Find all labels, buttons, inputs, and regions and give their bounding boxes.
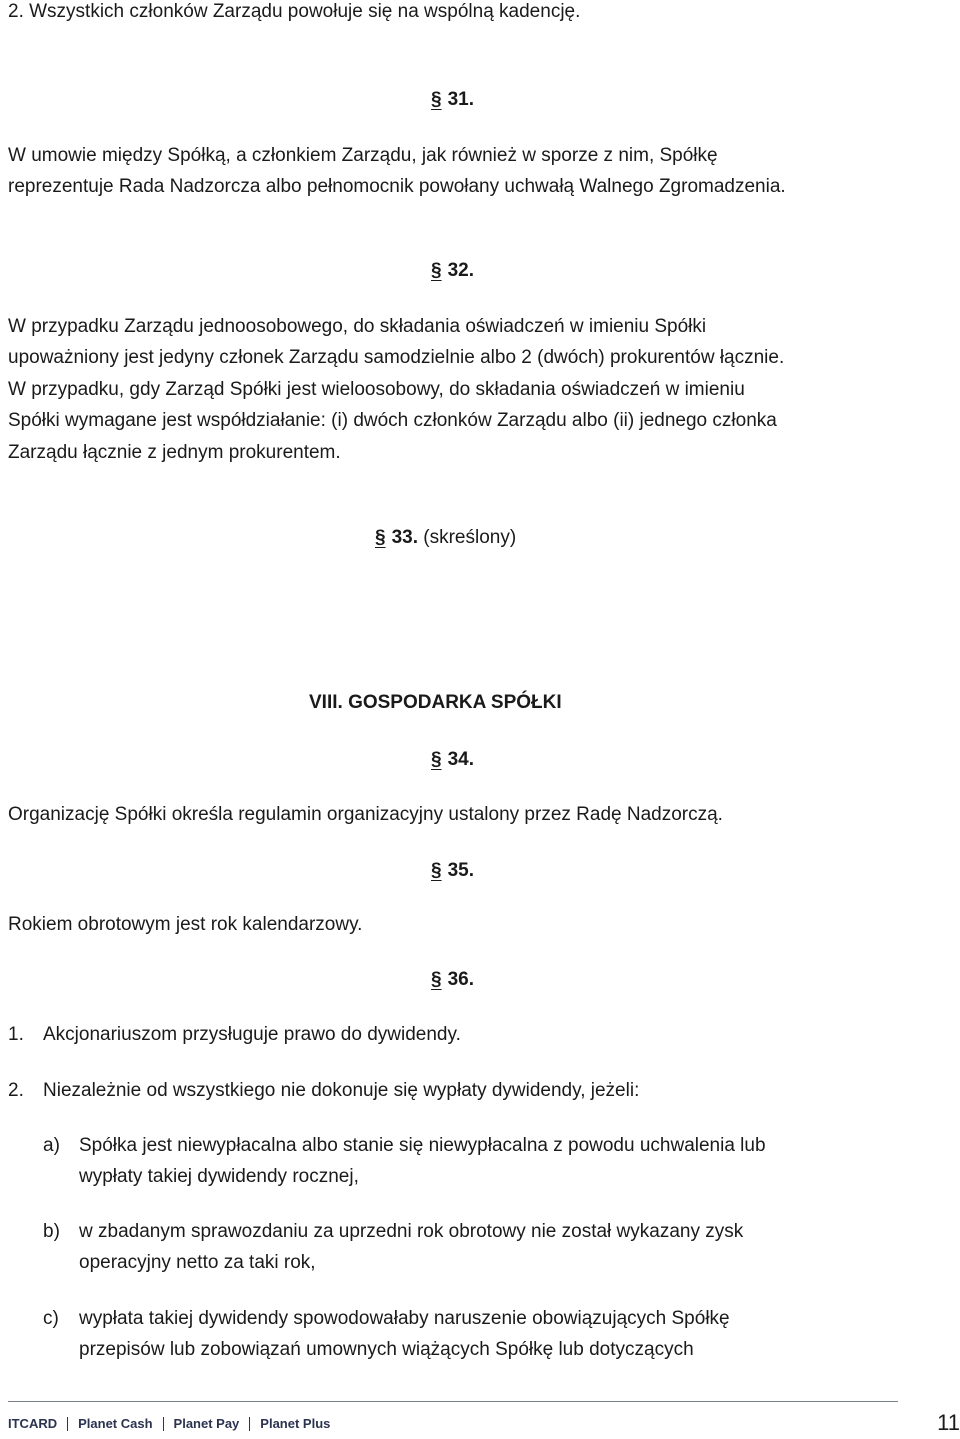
paragraph-36-1: Akcjonariuszom przysługuje prawo do dywidendy.	[43, 1024, 461, 1045]
paragraph-32-line: Spółki wymagane jest współdziałanie: (i) dwóch członków Zarządu albo (ii) jednego członka	[8, 410, 777, 431]
section-36-heading	[431, 969, 474, 991]
paragraph-35-2: 2. Wszystkich członków Zarządu powołuje się na wspólną kadencję.	[8, 1, 581, 22]
brand-separator	[163, 1417, 164, 1431]
brand-planet-plus: Planet Plus	[260, 1416, 331, 1431]
section-sign: §	[431, 89, 442, 110]
list-item-marker: c)	[43, 1308, 59, 1329]
section-33-text: (skreślony)	[423, 527, 517, 548]
list-item-line: operacyjny netto za taki rok,	[79, 1252, 316, 1273]
paragraph-36-2: Niezależnie od wszystkiego nie dokonuje się wypłaty dywidendy, jeżeli:	[43, 1080, 640, 1101]
footer-divider	[8, 1401, 898, 1402]
list-item-line: w zbadanym sprawozdaniu za uprzedni rok obrotowy nie został wykazany zysk	[79, 1221, 744, 1242]
paragraph-31-line: reprezentuje Rada Nadzorcza albo pełnomocnik powołany uchwałą Walnego Zgromadzenia.	[8, 176, 786, 197]
section-34-heading	[431, 749, 474, 771]
section-number: 36.	[447, 969, 474, 990]
section-sign: §	[431, 969, 442, 990]
section-35-heading	[431, 860, 474, 882]
item-number: 1.	[8, 1024, 24, 1045]
section-number: 35.	[447, 860, 474, 881]
list-item-line: wypłaty takiej dywidendy rocznej,	[79, 1166, 359, 1187]
section-32-heading	[431, 260, 474, 282]
paragraph-32-line: Zarządu łącznie z jednym prokurentem.	[8, 442, 341, 463]
paragraph-34: Organizację Spółki określa regulamin organizacyjny ustalony przez Radę Nadzorczą.	[8, 804, 723, 825]
section-sign: §	[375, 527, 386, 548]
section-31-heading	[431, 89, 474, 111]
section-number: 32.	[447, 260, 474, 281]
paragraph-32-line: W przypadku Zarządu jednoosobowego, do składania oświadczeń w imieniu Spółki	[8, 316, 707, 337]
section-number: 31.	[447, 89, 474, 110]
chapter-heading: VIII. GOSPODARKA SPÓŁKI	[309, 692, 562, 713]
list-item-line: Spółka jest niewypłacalna albo stanie się niewypłacalna z powodu uchwalenia lub	[79, 1135, 766, 1156]
page-number: 11	[937, 1410, 960, 1435]
section-sign: §	[431, 749, 442, 770]
paragraph-32-line: upoważniony jest jedyny członek Zarządu samodzielnie albo 2 (dwóch) prokurentów łącznie.	[8, 347, 785, 368]
brand-planet-pay: Planet Pay	[173, 1416, 240, 1431]
list-item-line: przepisów lub zobowiązań umownych wiążących Spółkę lub dotyczących	[79, 1339, 694, 1360]
brand-planet-cash: Planet Cash	[78, 1416, 153, 1431]
paragraph-32-line: W przypadku, gdy Zarząd Spółki jest wieloosobowy, do składania oświadczeń w imieniu	[8, 379, 745, 400]
paragraph-35: Rokiem obrotowym jest rok kalendarzowy.	[8, 914, 363, 935]
brand-separator	[249, 1417, 250, 1431]
list-item-line: wypłata takiej dywidendy spowodowałaby naruszenie obowiązujących Spółkę	[79, 1308, 730, 1329]
section-number: 33.	[391, 527, 418, 548]
item-number: 2.	[8, 1080, 24, 1101]
section-number: 34.	[447, 749, 474, 770]
list-item-marker: a)	[43, 1135, 60, 1156]
footer-brands	[8, 1416, 330, 1431]
list-item-marker: b)	[43, 1221, 60, 1242]
section-33-heading	[375, 522, 516, 553]
brand-separator	[67, 1417, 68, 1431]
paragraph-31-line: W umowie między Spółką, a członkiem Zarządu, jak również w sporze z nim, Spółkę	[8, 145, 718, 166]
section-sign: §	[431, 260, 442, 281]
brand-itcard: ITCARD	[8, 1416, 58, 1431]
section-sign: §	[431, 860, 442, 881]
